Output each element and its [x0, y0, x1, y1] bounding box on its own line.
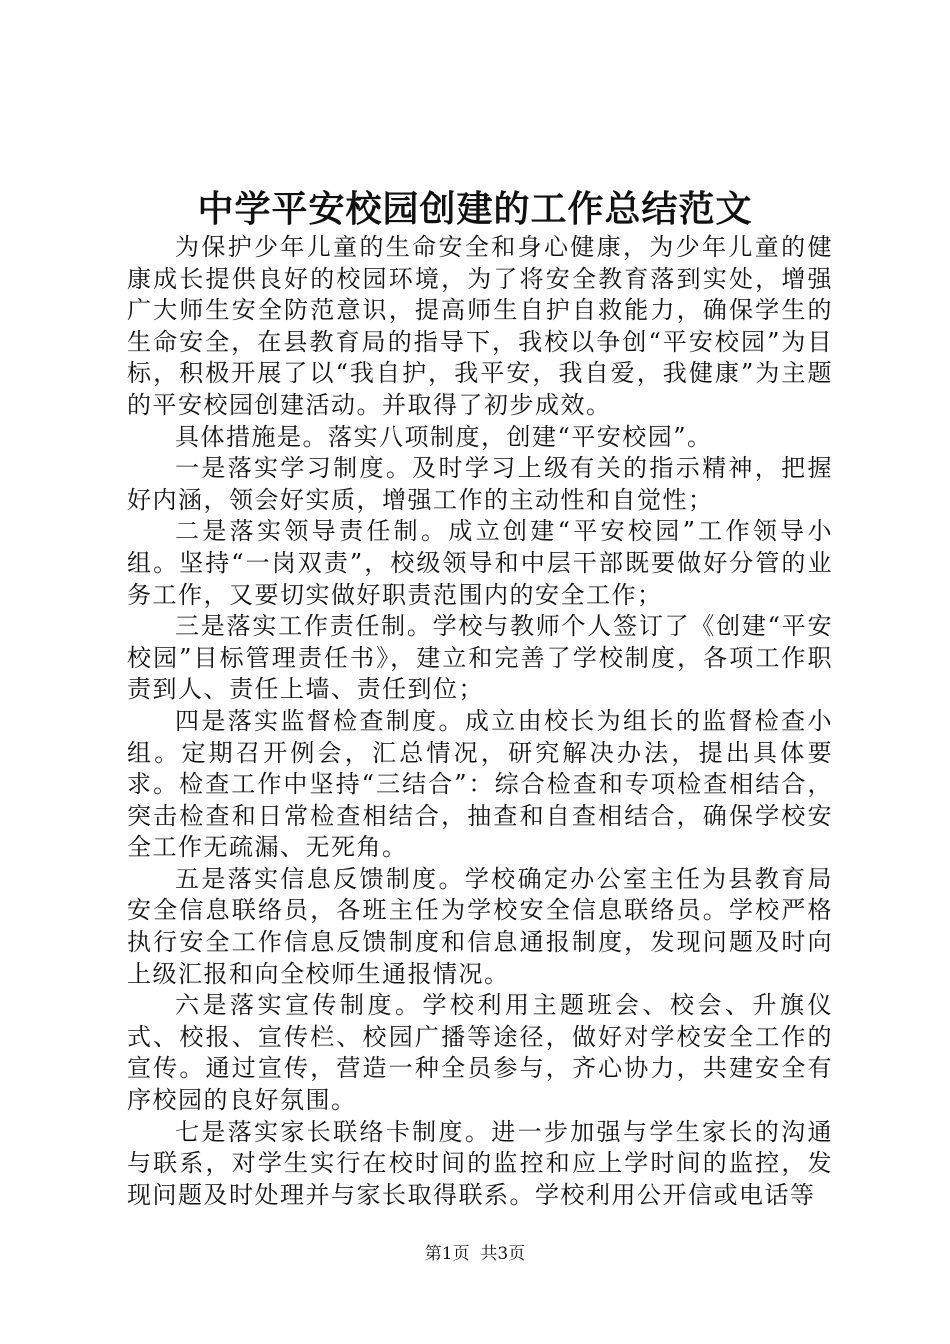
paragraph-item-7: 七是落实家长联络卡制度。进一步加强与学生家长的沟通与联系，对学生实行在校时间的监控和应上学时间的监控，发现问题及时处理并与家长取得联系。学校利用公开信或电话等: [127, 1117, 833, 1209]
page-number-current: 第1页: [424, 1244, 470, 1264]
paragraph-item-5: 五是落实信息反馈制度。学校确定办公室主任为县教育局安全信息联络员，各班主任为学校安全信息联络员。学校严格执行安全工作信息反馈制度和信息通报制度，发现问题及时向上级汇报和向全校师生通报情况。: [127, 864, 833, 988]
paragraph-measures: 具体措施是。落实八项制度，创建“平安校园”。: [175, 422, 713, 451]
paragraph-item-4: 四是落实监督检查制度。成立由校长为组长的监督检查小组。定期召开例会，汇总情况，研究解决办法，提出具体要求。检查工作中坚持“三结合”：综合检查和专项检查相结合，突击检查和日常检查相结合，抽查和自查相结合，确保学校安全工作无疏漏、无死角。: [127, 706, 833, 862]
paragraph-item-2: 二是落实领导责任制。成立创建“平安校园”工作领导小组。坚持“一岗双责”，校级领导和中层干部既要做好分管的业务工作，又要切实做好职责范围内的安全工作；: [127, 517, 833, 609]
document-body: [127, 232, 833, 1211]
paragraph-item-1: 一是落实学习制度。及时学习上级有关的指示精神，把握好内涵，领会好实质，增强工作的主动性和自觉性；: [127, 454, 833, 514]
paragraph-intro: 为保护少年儿童的生命安全和身心健康，为少年儿童的健康成长提供良好的校园环境，为了将安全教育落到实处，增强广大师生安全防范意识，提高师生自护自救能力，确保学生的生命安全，在县教育局的指导下，我校以争创“平安校园”为目标，积极开展了以“我自护，我平安，我自爱，我健康”为主题的平安校园创建活动。并取得了初步成效。: [127, 233, 833, 419]
document-title: 中学平安校园创建的工作总结范文: [197, 188, 753, 230]
paragraph-item-3: 三是落实工作责任制。学校与教师个人签订了《创建“平安校园”目标管理责任书》，建立和完善了学校制度，各项工作职责到人、责任上墙、责任到位；: [127, 612, 833, 704]
paragraph-item-6: 六是落实宣传制度。学校利用主题班会、校会、升旗仪式、校报、宣传栏、校园广播等途径，做好对学校安全工作的宣传。通过宣传，营造一种全员参与，齐心协力，共建安全有序校园的良好氛围。: [127, 991, 833, 1115]
page-number-total: 共3页: [480, 1244, 526, 1264]
page-footer: [0, 1242, 950, 1266]
